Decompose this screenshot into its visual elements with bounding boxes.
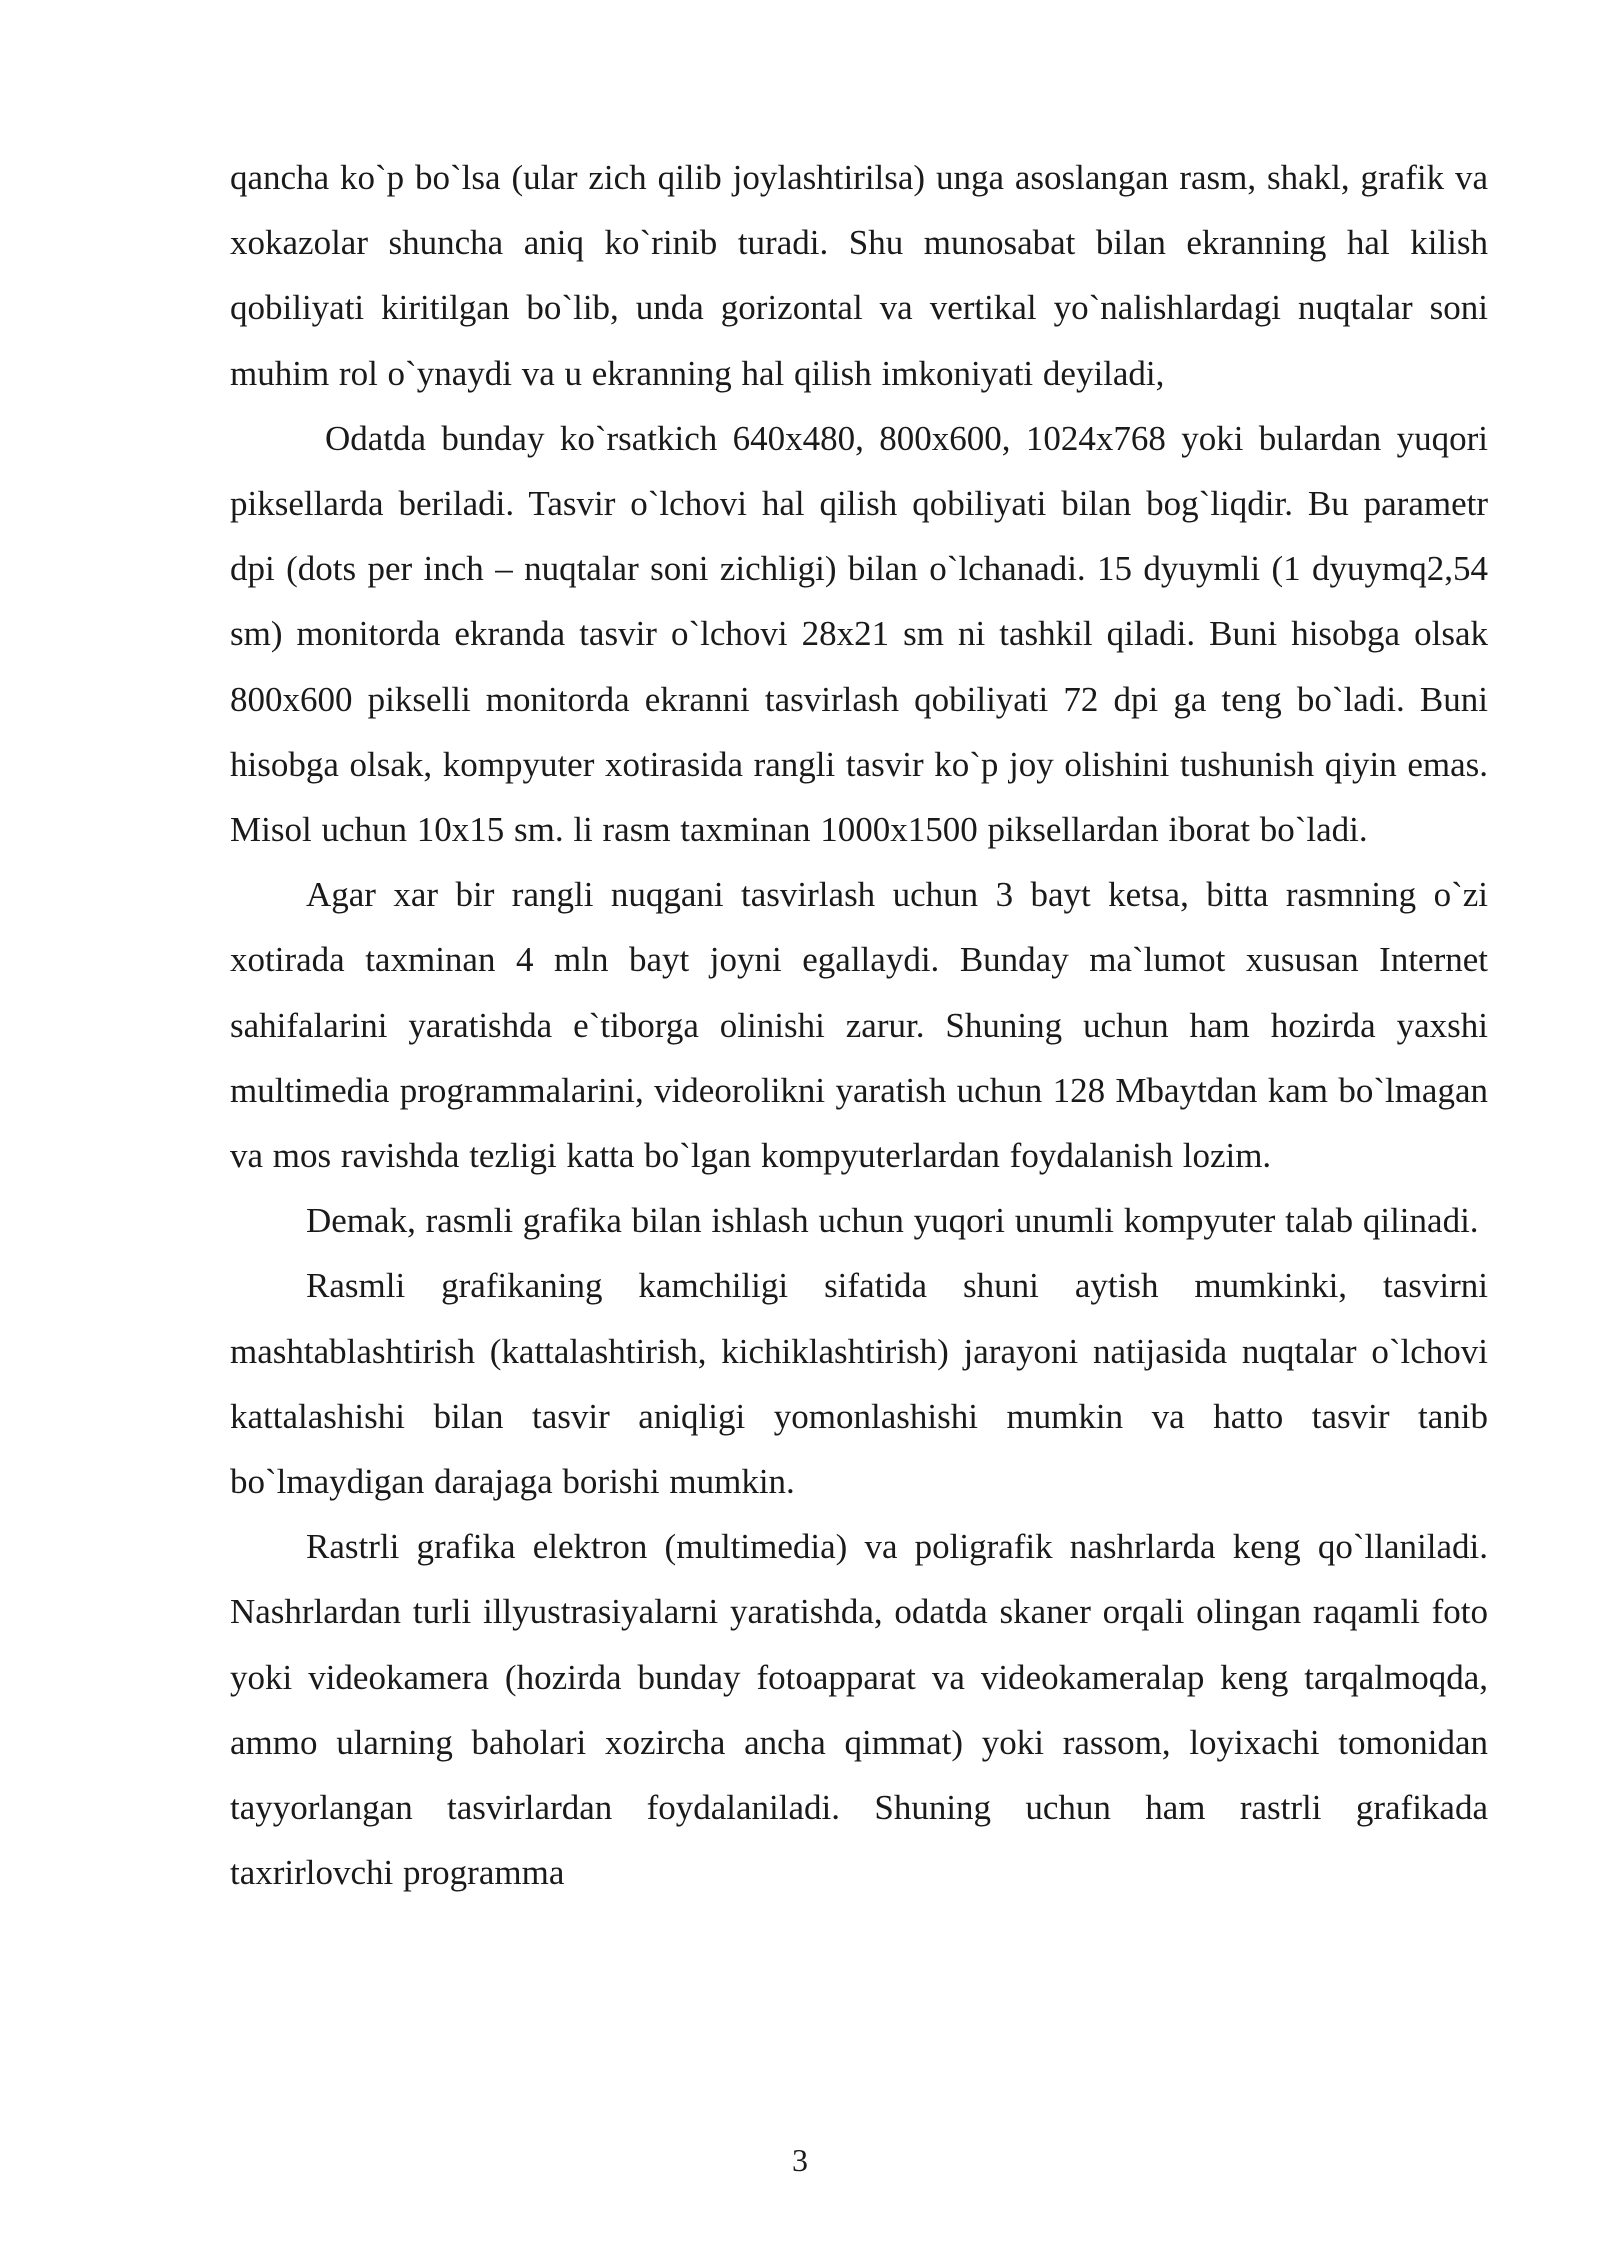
page-number: 3 [792,2142,808,2178]
paragraph-6: Rastrli grafika elektron (multimedia) va poligrafik nashrlarda keng qo`llaniladi. Nashrlardan turli illyustrasiyalarni yaratishda, odatda skaner orqali olingan raqamli foto yoki videokamera (hozirda bunday fotoapparat va videokameralap keng tarqalmoqda, ammo ularning baholari xozircha ancha qimmat) yoki rassom, loyixachi tomonidan tayyorlangan tasvirlardan foydalaniladi. Shuning uchun ham rastrli grafikada taxrirlovchi programma [230,1527,1488,1893]
paragraph-2: Odatda bunday ko`rsatkich 640x480, 800x600, 1024x768 yoki bulardan yuqori piksellarda beriladi. Tasvir o`lchovi hal qilish qobiliyati bilan bog`liqdir. Bu parametr dpi (dots per inch – nuqtalar soni zichligi) bilan o`lchanadi. 15 dyuymli (1 dyuymq2,54 sm) monitorda ekranda tasvir o`lchovi 28x21 sm ni tashkil qiladi. Buni hisobga olsak 800x600 pikselli monitorda ekranni tasvirlash qobiliyati 72 dpi ga teng bo`ladi. Buni hisobga olsak, kompyuter xotirasida rangli tasvir ko`p joy olishini tushunish qiyin emas. Misol uchun 10x15 sm. li rasm taxminan 1000x1500 piksellardan iborat bo`ladi. [230,418,1488,850]
paragraph-4: Demak, rasmli grafika bilan ishlash uchun yuqori unumli kompyuter talab qilinadi. [306,1201,1479,1241]
paragraph-3: Agar xar bir rangli nuqgani tasvirlash uchun 3 bayt ketsa, bitta rasmning o`zi xotirada taxminan 4 mln bayt joyni egallaydi. Bunday ma`lumot xususan Internet sahifalarini yaratishda e`tiborga olinishi zarur. Shuning uchun ham hozirda yaxshi multimedia programmalarini, videorolikni yaratish uchun 128 Mbaytdan kam bo`lmagan va mos ravishda tezligi katta bo`lgan kompyuterlardan foydalanish lozim. [230,875,1488,1176]
document-body [230,145,1488,1905]
paragraph-1: qancha ko`p bo`lsa (ular zich qilib joylashtirilsa) unga asoslangan rasm, shakl, grafik va xokazolar shuncha aniq ko`rinib turadi. Shu munosabat bilan ekranning hal kilish qobiliyati kiritilgan bo`lib, unda gorizontal va vertikal yo`nalishlardagi nuqtalar soni muhim rol o`ynaydi va u ekranning hal qilish imkoniyati deyiladi, [230,158,1488,393]
paragraph-5: Rasmli grafikaning kamchiligi sifatida shuni aytish mumkinki, tasvirni mashtablashtirish (kattalashtirish, kichiklashtirish) jarayoni natijasida nuqtalar o`lchovi kattalashishi bilan tasvir aniqligi yomonlashishi mumkin va hatto tasvir tanib bo`lmaydigan darajaga borishi mumkin. [230,1266,1488,1502]
